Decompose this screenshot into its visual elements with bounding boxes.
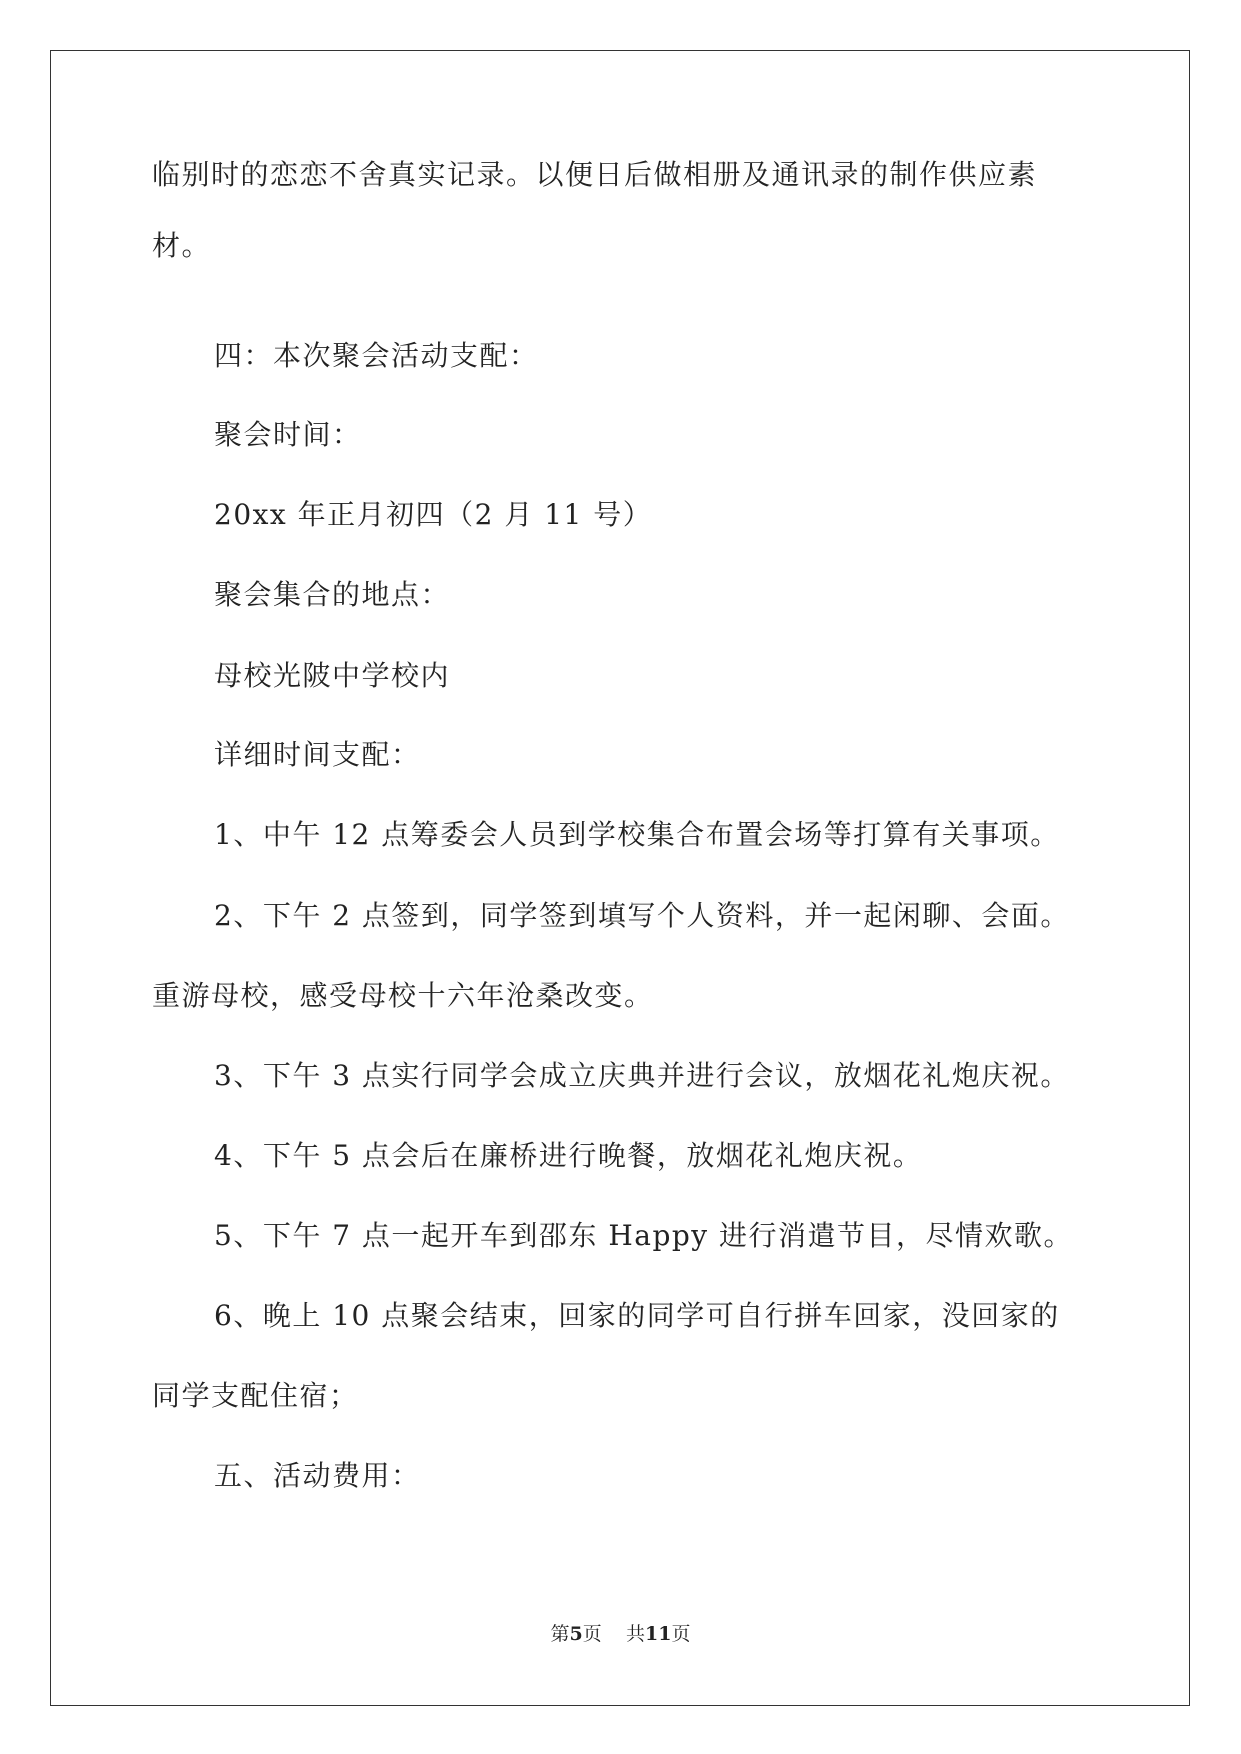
list-item: 6、晚上 10 点聚会结束，回家的同学可自行拼车回家，没回家的	[214, 1299, 1060, 1332]
section-heading: 四：本次聚会活动支配：	[214, 339, 539, 372]
paragraph-line: 20xx 年正月初四（2 月 11 号）	[214, 498, 653, 531]
paragraph-line: 聚会时间：	[214, 418, 362, 451]
paragraph-line: 材。	[152, 229, 212, 262]
total-page-number: 11	[644, 1623, 672, 1645]
footer-prefix: 第	[550, 1623, 570, 1645]
paragraph-line: 同学支配住宿；	[152, 1379, 359, 1412]
section-heading: 五、活动费用：	[214, 1459, 421, 1492]
footer-page-label: 页	[582, 1623, 602, 1645]
footer-total-label: 页	[671, 1623, 691, 1645]
list-item: 3、下午 3 点实行同学会成立庆典并进行会议，放烟花礼炮庆祝。	[214, 1059, 1070, 1092]
footer-total-prefix: 共	[625, 1623, 645, 1645]
list-item: 2、下午 2 点签到，同学签到填写个人资料，并一起闲聊、会面。	[214, 899, 1070, 932]
list-item: 1、中午 12 点筹委会人员到学校集合布置会场等打算有关事项。	[214, 818, 1060, 851]
list-item: 4、下午 5 点会后在廉桥进行晚餐，放烟花礼炮庆祝。	[214, 1139, 923, 1172]
paragraph-line: 重游母校，感受母校十六年沧桑改变。	[152, 979, 654, 1012]
list-item: 5、下午 7 点一起开车到邵东 Happy 进行消遣节目，尽情欢歌。	[214, 1219, 1074, 1252]
current-page-number: 5	[569, 1623, 583, 1645]
page-footer	[0, 1622, 1241, 1646]
paragraph-line: 临别时的恋恋不舍真实记录。以便日后做相册及通讯录的制作供应素	[152, 158, 1038, 191]
paragraph-line: 详细时间支配：	[214, 738, 421, 771]
paragraph-line: 聚会集合的地点：	[214, 578, 451, 611]
paragraph-line: 母校光陂中学校内	[214, 659, 451, 692]
